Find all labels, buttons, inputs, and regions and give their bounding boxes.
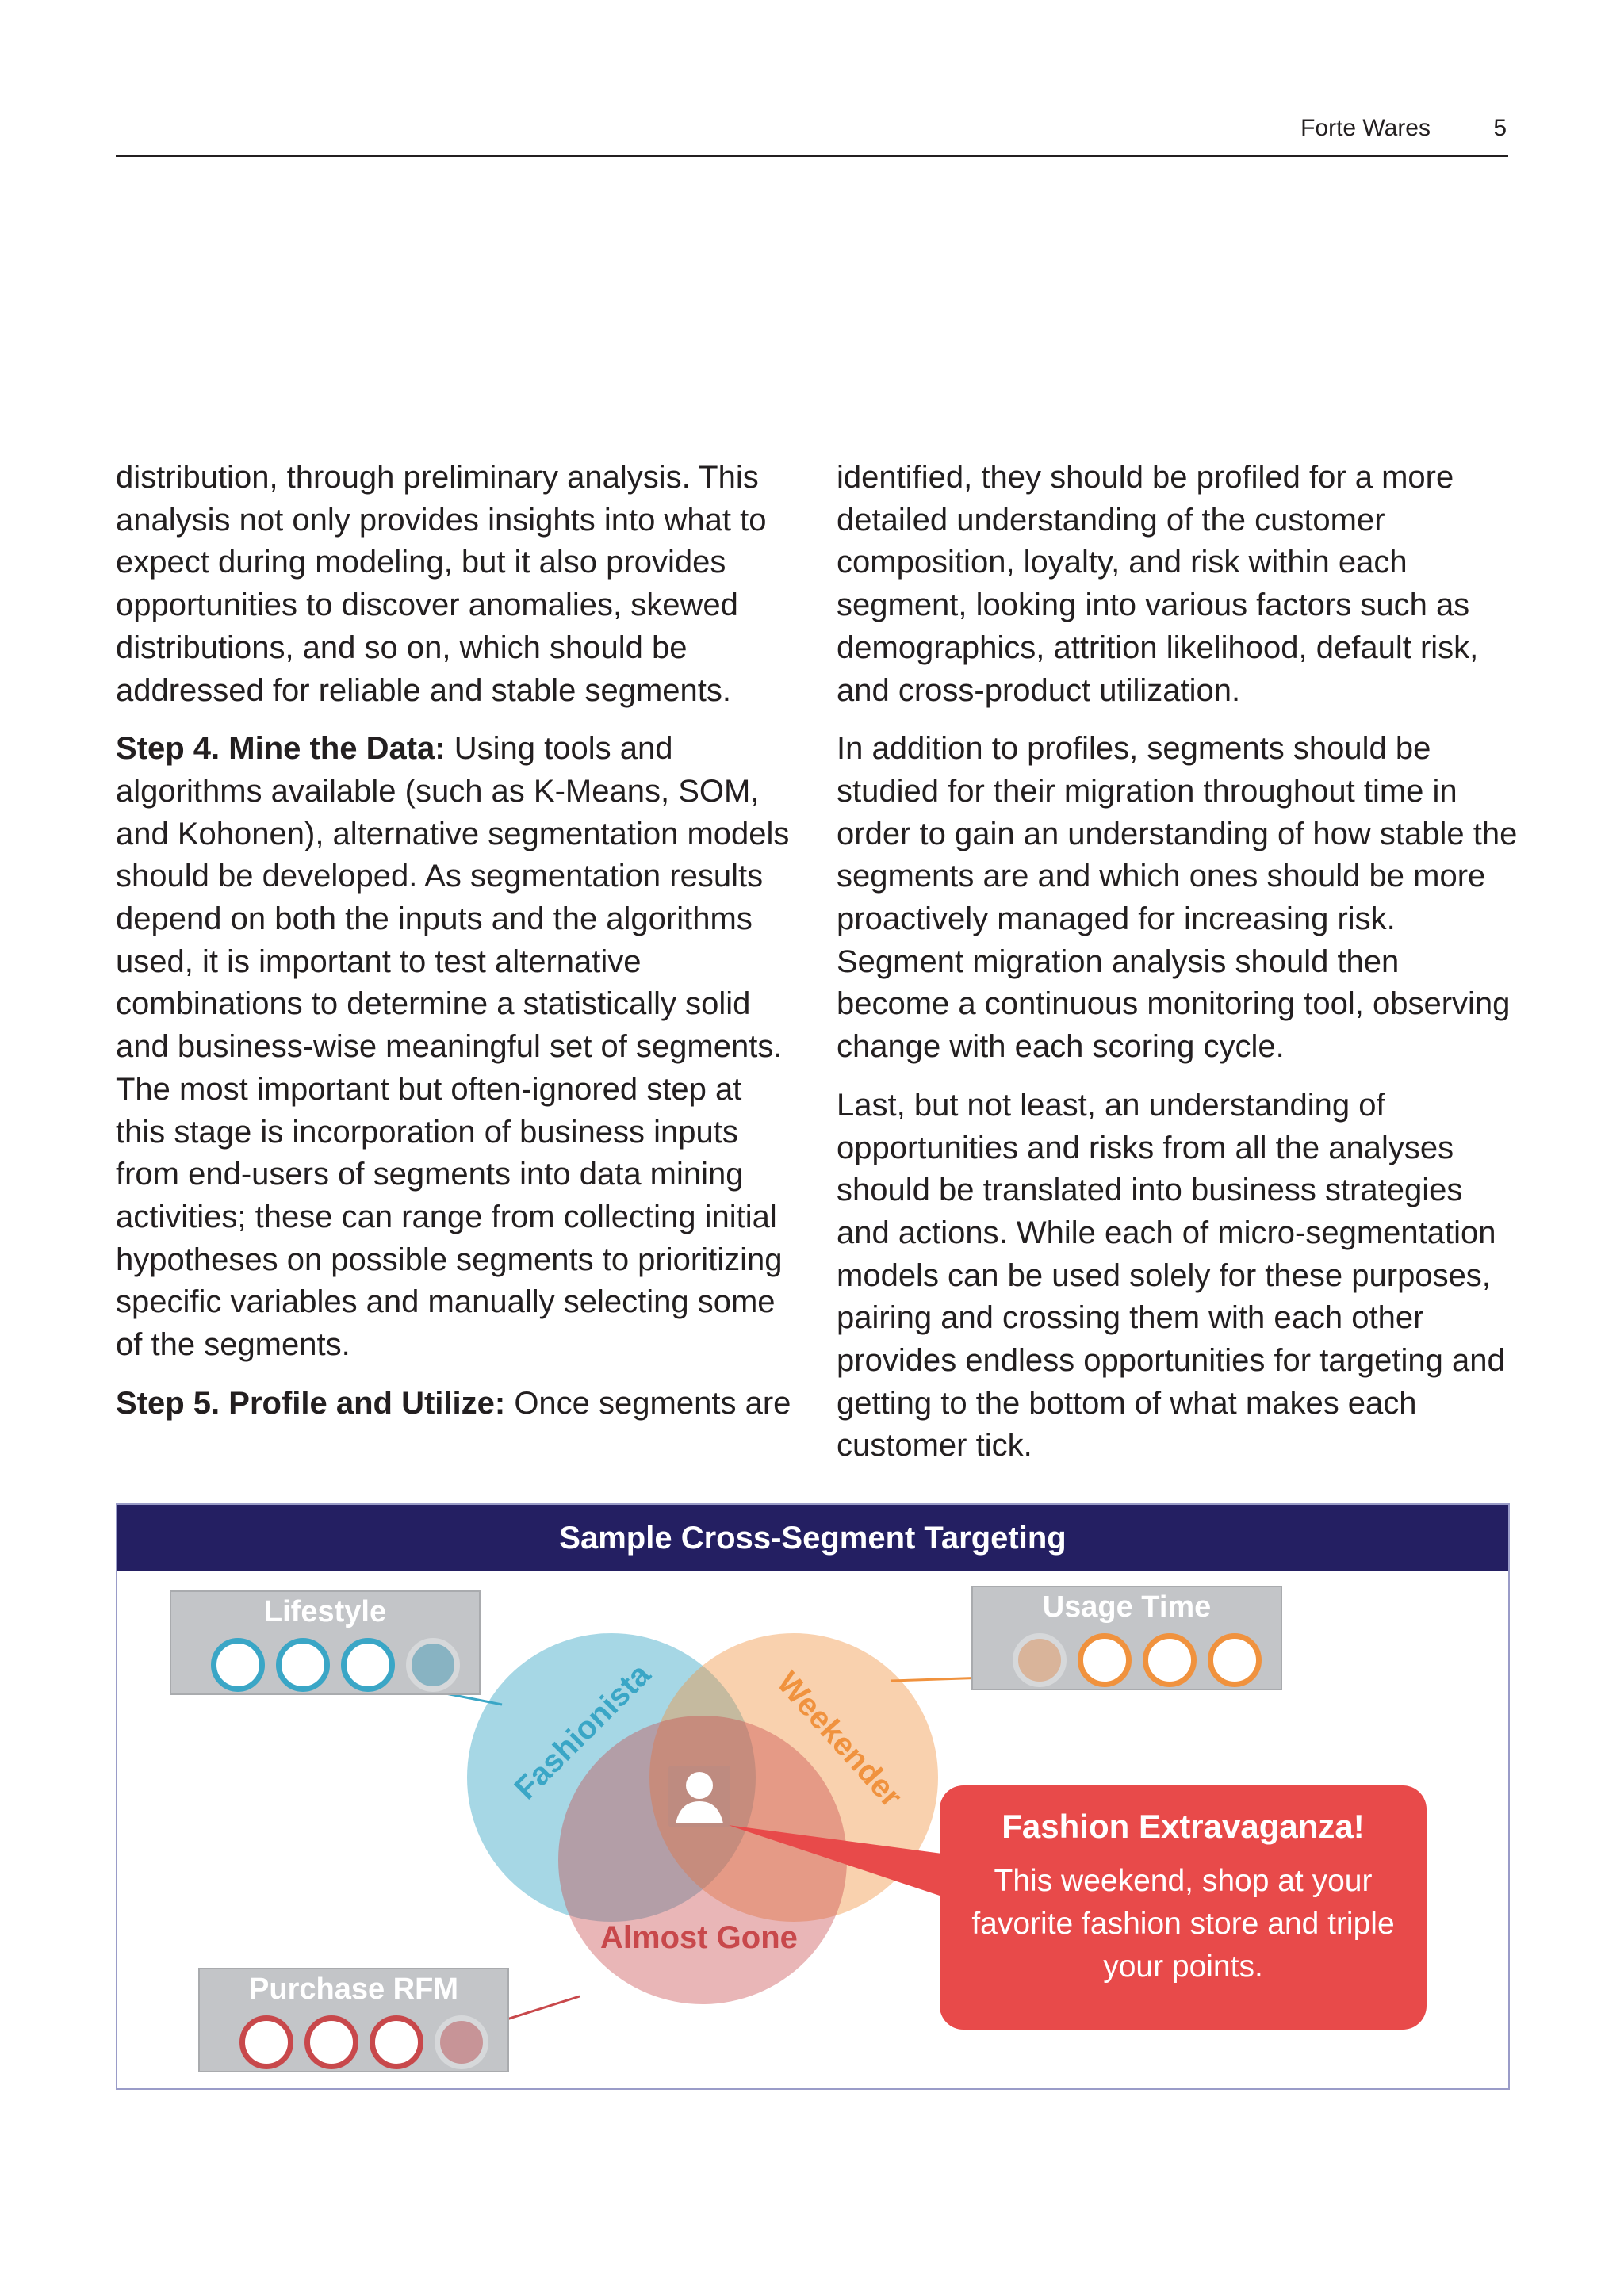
paragraph: identified, they should be profiled for a more detailed understanding of the customer composition, loyalty, and risk within each segment, looking into various factors such as demographics, attrition likelihood, default risk, and cross-product utilization. [837,460,1479,708]
figure-body [117,1571,1508,2088]
lifestyle-dot [276,1638,330,1692]
usage-time-label: Usage Time [1042,1590,1212,1624]
purchase-rfm-dot [239,2015,293,2069]
lifestyle-dots [211,1638,460,1692]
lifestyle-dot [211,1638,265,1692]
usage-time-dot [1078,1633,1132,1687]
right-column [837,457,1519,1483]
step-5-heading: Step 5. Profile and Utilize: [116,1385,506,1421]
person-icon [668,1766,730,1827]
purchase-rfm-dot [304,2015,358,2069]
step-5-text: Once segments are [505,1385,791,1421]
usage-time-dot [1208,1633,1262,1687]
usage-time-dot [1143,1633,1197,1687]
fashionista-label: Fashionista [508,1657,657,1807]
lifestyle-label: Lifestyle [263,1595,387,1628]
usage-time-dots [1013,1633,1262,1687]
left-column [116,457,798,1441]
step-4-text: Using tools and algorithms available (such as K-Means, SOM, and Kohonen), alternative segmentation models should be developed. As segmentation results depend on both the inputs and the algorithms used, it is important to test alternative combinations to determine a statistically solid and business-wise meaningful set of segments. The most important but often-ignored step at this stage is incorporation of business inputs from end-users of segments into data mining activities; these can range from collecting initial hypotheses on possible segments to prioritizing specific variables and manually selecting some of the segments. [116,731,790,1363]
purchase-rfm-dot [370,2015,423,2069]
lifestyle-dot-selected [406,1638,460,1692]
purchase-rfm-dots [239,2015,488,2069]
header-brand: Forte Wares [1300,115,1431,141]
almost-gone-circle [558,1716,847,2004]
usage-time-dot-selected [1013,1633,1067,1687]
step-4-heading: Step 4. Mine the Data: [116,731,446,767]
usage-time-box [971,1586,1282,1690]
callout-text: This weekend, shop at your favorite fashion store and triple your points. [971,1864,1395,1984]
lifestyle-dot [341,1638,395,1692]
paragraph: distribution, through preliminary analysis. This analysis not only provides insights into what to expect during modeling, but it also provides opportunities to discover anomalies, skewed distributions, and so on, which should be addressed for reliable and stable segments. [116,460,767,708]
paragraph: Last, but not least, an understanding of opportunities and risks from all the analyses should be translated into business strategies and actions. While each of micro-segmentation models can be used solely for these purposes, pairing and crossing them with each other provides endless opportunities for targeting and getting to the bottom of what makes each customer tick. [837,1087,1505,1464]
promo-callout [940,1785,1427,2030]
lifestyle-box [170,1590,481,1695]
callout-title: Fashion Extravaganza! [1002,1808,1365,1845]
weekender-label: Weekender [770,1665,910,1814]
purchase-rfm-box [198,1968,509,2072]
paragraph-step-4 [116,728,798,1367]
figure-title: Sample Cross-Segment Targeting [117,1505,1508,1571]
purchase-rfm-dot-selected [435,2015,488,2069]
purchase-rfm-label: Purchase RFM [249,1973,458,2006]
almost-gone-label: Almost Gone [600,1920,798,1955]
page-number: 5 [1493,115,1507,141]
paragraph: In addition to profiles, segments should be studied for their migration throughout time in order to gain an understanding of how stable the segments are and which ones should be more proactively managed for increasing risk. Segment migration analysis should then become a continuous monitoring tool, observing change with each scoring cycle. [837,731,1518,1065]
paragraph-step-5 [116,1383,798,1425]
page-header [116,115,1508,157]
cross-segment-figure [116,1503,1510,2090]
